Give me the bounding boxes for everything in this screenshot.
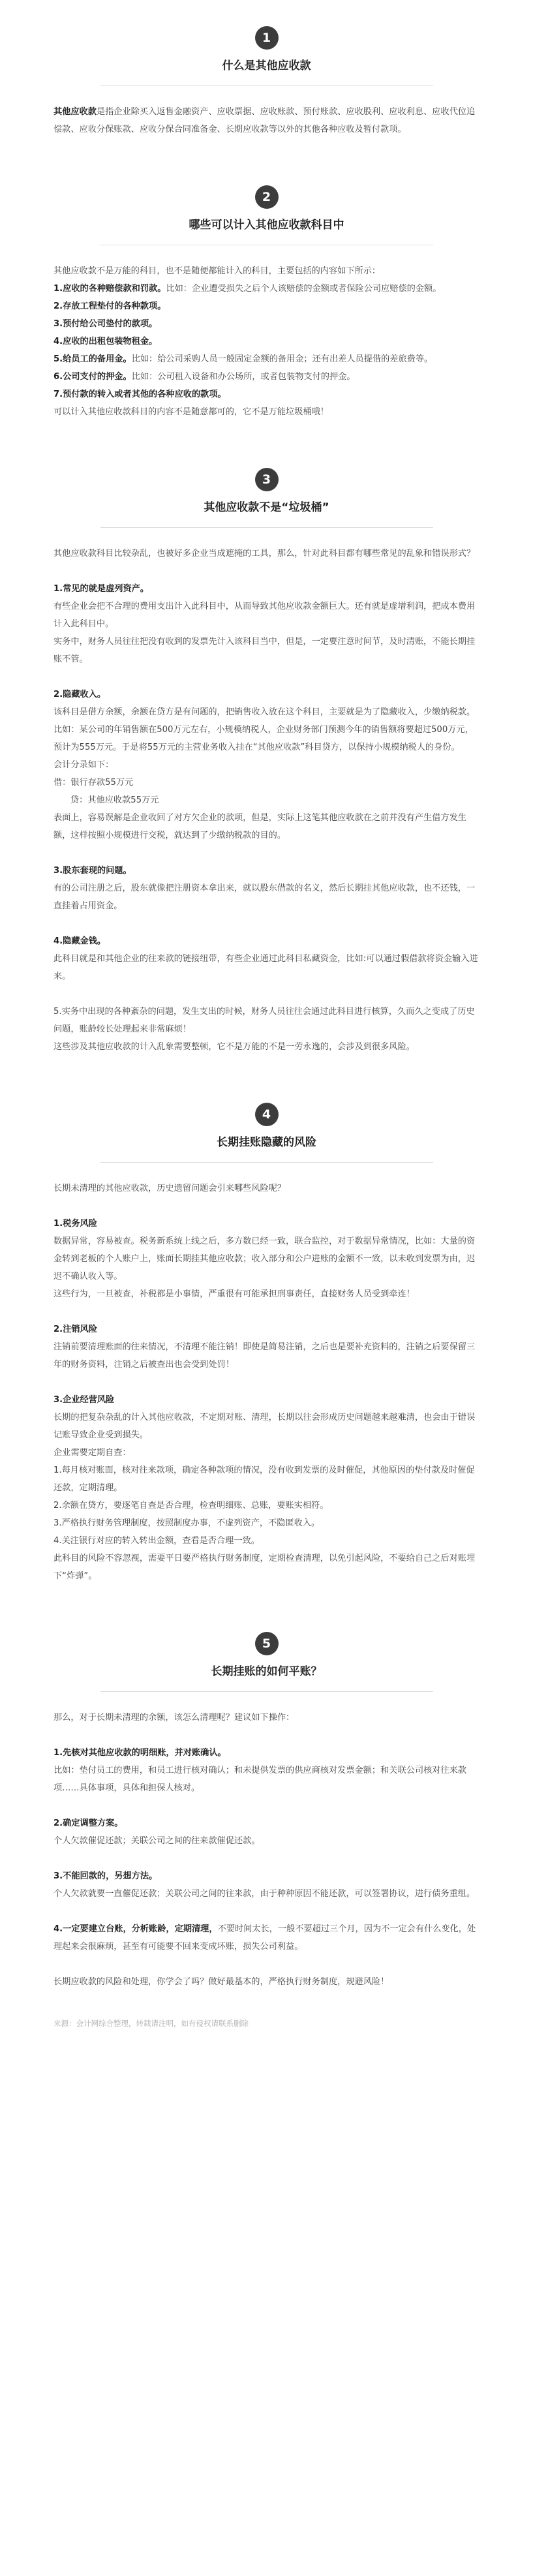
section-3-number: 3 <box>255 468 279 491</box>
item-1-text: 比如：企业遭受损失之后个人该赔偿的金额或者保险公司应赔偿的金额。 <box>166 284 442 294</box>
issue-4-heading: 4.隐藏金钱。 <box>53 936 106 946</box>
journal-entry-label: 会计分录如下： <box>53 760 114 770</box>
item-6-text: 比如：公司租入设备和办公场所，或者包装物支付的押金。 <box>131 372 356 382</box>
risk-3-text-1: 长期的把复杂杂乱的计入其他应收款，不定期对账、清理，长期以往会形成历史问题越来越难清，也会由于错误记账导致企业受到损失。 <box>53 1413 476 1440</box>
source-footer: 来源：会计网综合整理，转载请注明，如有侵权请联系删除 <box>53 2019 249 2028</box>
section-2-body <box>0 262 533 421</box>
section-5-number: 5 <box>255 1632 279 1655</box>
step-3-heading: 3.不能回款的，另想方法。 <box>53 1871 158 1881</box>
section-4-body <box>0 1180 533 1585</box>
item-4: 4.应收的出租包装物租金。 <box>53 337 158 346</box>
step-1-heading: 1.先核对其他应收款的明细账，并对账确认。 <box>53 1748 226 1758</box>
self-check-item-1: 1.每月核对账面，核对往来款项，确定各种款项的情况，没有收到发票的及时催促，其他原因的垫付款及时催促还款，定期清理。 <box>53 1465 475 1493</box>
definition-paragraph <box>53 103 480 138</box>
step-4 <box>53 1920 480 1955</box>
issue-1-text-2: 实务中，财务人员往往把没有收到的发票先计入该科目当中，但是，一定要注意时间节，及时清账，不能长期挂账不管。 <box>53 637 476 664</box>
section-5-body <box>0 1709 533 1991</box>
step-4-heading: 4.一定要建立台账，分析账龄，定期清理， <box>53 1924 218 1934</box>
risk-2-text: 注销前要清理账面的往来情况，不清理不能注销！即使是简易注销，之后也是要补充资料的，注销之后要保留三年的财务资料，注销之后被查出也会受到处罚！ <box>53 1342 476 1370</box>
issue-1-heading: 1.常见的就是虚列资产。 <box>53 584 149 594</box>
self-check-item-4: 4.关注银行对应的转入转出金额，查看是否合理一致。 <box>53 1536 260 1546</box>
section-3-title: 其他应收款不是“垃圾桶” <box>204 501 329 514</box>
risk-3-conclusion: 此科目的风险不容忽视，需要平日要严格执行财务制度，定期检查清理，以免引起风险，不要给自己之后对账埋下“炸弹”。 <box>53 1554 476 1581</box>
section-1-title: 什么是其他应收款 <box>222 59 311 72</box>
issue-2-text-1: 该科目是借方余额，余额在贷方是有问题的，把销售收入放在这个科目，主要就是为了隐藏收入，少缴纳税款。 <box>53 707 476 717</box>
section-1-header <box>0 26 533 86</box>
issue-3-text: 有的公司注册之后，股东就像把注册资本拿出来，就以股东借款的名义，然后长期挂其他应收款，也不还钱，一直挂着占用资金。 <box>53 883 476 911</box>
item-7: 7.预付款的转入或者其他的各种应收的款项。 <box>53 390 226 399</box>
risk-1-text-1: 数据异常，容易被查。税务新系统上线之后，多方数已经一致，联合监控，对于数据异常情况，比如：大量的资金转到老板的个人账户上，账面长期挂其他应收款；收入部分和公户进账的金额不一致，以未收到发票为由，迟迟不确认收入等。 <box>53 1236 476 1281</box>
section-4-header <box>0 1103 533 1163</box>
section-1-number: 1 <box>255 26 279 50</box>
self-check-label: 企业需要定期自查： <box>53 1448 131 1458</box>
section-5-title: 长期挂账的如何平账？ <box>211 1665 322 1678</box>
step-4-text: 不要时间太长，一般不要超过三个月，因为不一定会有什么变化，处理起来会很麻烦，甚至有可能要不回来变成坏账，损失公司利益。 <box>53 1924 476 1952</box>
item-6 <box>53 368 480 386</box>
issue-2-text-3: 表面上，容易误解是企业收回了对方欠企业的款项，但是，实际上这笔其他应收款在之前并没有产生借方发生额，这样按照小规模进行交税，就达到了少缴纳税款的目的。 <box>53 813 466 840</box>
section-3-body <box>0 545 533 1056</box>
section-2-number: 2 <box>255 185 279 209</box>
step-2-heading: 2.确定调整方案。 <box>53 1818 123 1828</box>
issue-4-text: 此科目就是和其他企业的往来款的链接纽带，有些企业通过此科目私藏资金，比如:可以通过假借款将资金输入进来。 <box>53 954 478 981</box>
risk-1-text-2: 这些行为，一旦被查，补税都是小事情，严重很有可能承担刑事责任，直接财务人员受到牵连！ <box>53 1289 415 1299</box>
definition-text: 是指企业除买入返售金融资产、应收票据、应收账款、预付账款、应收股利、应收利息、应收代位追偿款、应收分保账款、应收分保合同准备金、长期应收款等以外的其他各种应收及暂付款项。 <box>53 107 476 134</box>
self-check-item-3: 3.严格执行财务管理制度，按照制度办事，不虚列资产，不隐匿收入。 <box>53 1518 320 1528</box>
journal-entry-debit: 借：银行存款55万元 <box>53 778 134 788</box>
item-2: 2.存放工程垫付的各种款项。 <box>53 301 166 311</box>
section-4-intro: 长期未清理的其他应收款，历史遗留问题会引来哪些风险呢？ <box>53 1184 286 1193</box>
item-3: 3.预付给公司垫付的款项。 <box>53 319 158 329</box>
self-check-item-2: 2.余额在贷方，要逐笔自查是否合理，检查明细账、总账，要账实相符。 <box>53 1501 329 1510</box>
section-5-intro: 那么，对于长期未清理的余额，该怎么清理呢？建议如下操作： <box>53 1713 295 1723</box>
section-2-header <box>0 185 533 245</box>
item-1 <box>53 280 480 298</box>
definition-term: 其他应收款 <box>53 107 97 117</box>
issue-5-text: 5.实务中出现的各种紊杂的问题，发生支出的时候，财务人员往往会通过此科目进行核算，久而久之变成了历史问题，账龄较长处理起来非常麻烦！ <box>53 1007 475 1034</box>
item-5 <box>53 350 480 368</box>
section-2-outro: 可以计入其他应收款科目的内容不是随意都可的，它不是万能垃圾桶哦！ <box>53 407 329 417</box>
section-2-title: 哪些可以计入其他应收款科目中 <box>189 219 344 232</box>
step-1-text: 比如：垫付员工的费用，和员工进行核对确认；和未提供发票的供应商核对发票金额；和关联公司核对往来款项……具体事项，具体和担保人核对。 <box>53 1766 466 1793</box>
issue-2-example: 比如：某公司的年销售额在500万元左右，小规模纳税人，企业财务部门预测今年的销售额将要超过500万元，预计为555万元。于是将55万元的主营业务收入挂在“其他应收款”科目贷方，以保持小规模纳税人的身份。 <box>53 725 474 752</box>
section-4-number: 4 <box>255 1103 279 1126</box>
section-3-header <box>0 468 533 528</box>
section-5-header <box>0 1632 533 1692</box>
item-5-text: 比如：给公司采购人员一般固定金额的备用金；还有出差人员提借的差旅费等。 <box>131 354 433 364</box>
issue-2-heading: 2.隐藏收入。 <box>53 690 106 699</box>
risk-2-heading: 2.注销风险 <box>53 1325 97 1334</box>
issue-3-heading: 3.股东套现的问题。 <box>53 866 132 876</box>
step-2-text: 个人欠款催促还款；关联公司之间的往来款催促还款。 <box>53 1836 260 1846</box>
item-5-title: 5.给员工的备用金。 <box>53 354 132 364</box>
item-1-title: 1.应收的各种赔偿款和罚款。 <box>53 284 166 294</box>
section-3-intro: 其他应收款科目比较杂乱，也被好多企业当成遮掩的工具，那么，针对此科目都有哪些常见的乱象和错误形式？ <box>53 549 476 559</box>
item-6-title: 6.公司支付的押金。 <box>53 372 132 382</box>
issue-1-text-1: 有些企业会把不合理的费用支出计入此科目中，从而导致其他应收款金额巨大。还有就是虚增利润，把成本费用计入此科目中。 <box>53 602 476 629</box>
risk-3-heading: 3.企业经营风险 <box>53 1395 115 1405</box>
risk-1-heading: 1.税务风险 <box>53 1219 97 1229</box>
article-conclusion: 长期应收款的风险和处理，你学会了吗？做好最基本的，严格执行财务制度，规避风险！ <box>53 1977 389 1987</box>
section-1-body <box>0 103 533 138</box>
section-3-conclusion: 这些涉及其他应收款的计入乱象需要整顿，它不是万能的不是一劳永逸的，会涉及到很多风险。 <box>53 1042 415 1052</box>
step-3-text: 个人欠款就要一直催促还款；关联公司之间的往来款，由于种种原因不能还款，可以签署协议，进行债务重组。 <box>53 1889 476 1899</box>
section-2-intro: 其他应收款不是万能的科目，也不是随便都能计入的科目，主要包括的内容如下所示： <box>53 266 381 276</box>
journal-entry-credit: 贷：其他应收款55万元 <box>70 795 159 805</box>
section-4-title: 长期挂账隐藏的风险 <box>217 1136 316 1149</box>
